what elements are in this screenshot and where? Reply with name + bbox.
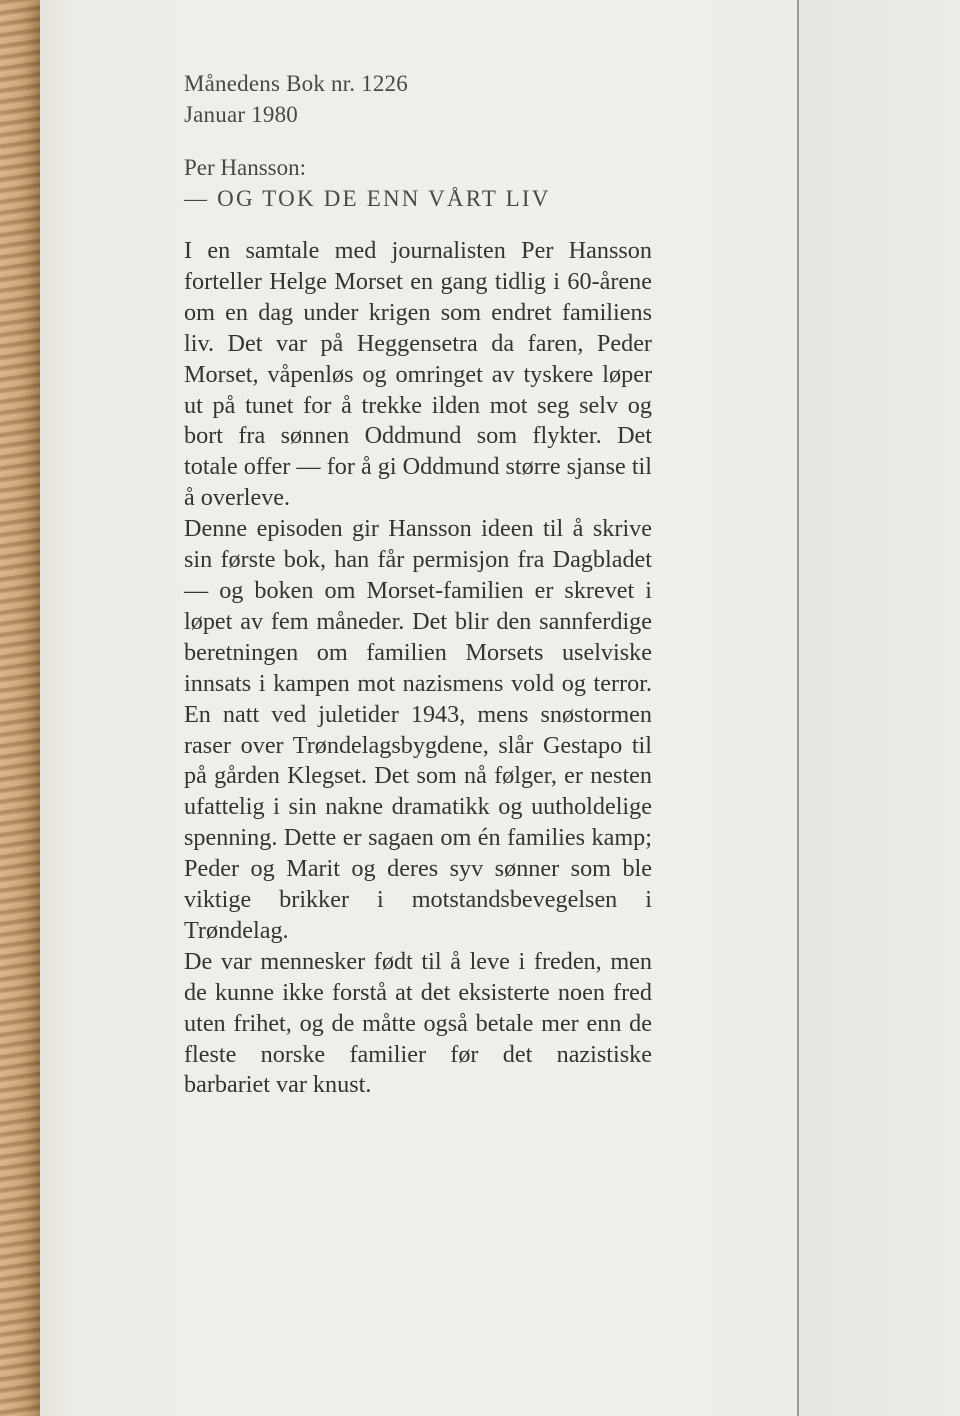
author-name: Per Hansson:: [184, 155, 307, 180]
blurb-paragraph-3: De var mennesker født til å leve i freden, men de kunne ikke forstå at det eksisterte noen fred uten frihet, og de måtte også betale mer enn de fleste norske familier før det nazistiske barbariet var knust.: [184, 947, 652, 1099]
blurb-text: [184, 236, 652, 1101]
blurb-paragraph-1: I en samtale med journalisten Per Hansson forteller Helge Morset en gang tidlig i 60-årene om en dag under krigen som endret familiens liv. Det var på Heggensetra da faren, Peder Morset, våpenløs og omringet av tyskere løper ut på tunet for å trekke ilden mot seg selv og bort fra sønnen Oddmund som flykter. Det totale offer — for å gi Oddmund større sjanse til å overleve.: [184, 237, 652, 512]
adjacent-panel: [799, 0, 960, 1416]
series-number: Månedens Bok nr. 1226: [184, 71, 408, 96]
publication-date: Januar 1980: [184, 102, 298, 127]
flap-text-column: [184, 68, 652, 1101]
blurb-paragraph-2: Denne episoden gir Hansson ideen til å skrive sin første bok, han får permisjon fra Dagbladet — og boken om Morset-familien er skrevet i løpet av fem måneder. Det blir den sannferdige beretningen om familien Morsets uselviske innsats i kampen mot nazismens vold og terror. En natt ved juletider 1943, mens snøstormen raser over Trøndelagsbygdene, slår Gestapo til på gården Klegset. Det som nå følger, er nesten ufattelig i sin nakne dramatikk og uutholdelige spenning. Dette er sagaen om én families kamp; Peder og Marit og deres syv sønner som ble viktige brikker i motstandsbevegelsen i Trøndelag.: [184, 515, 652, 944]
book-title: — OG TOK DE ENN VÅRT LIV: [184, 186, 551, 211]
